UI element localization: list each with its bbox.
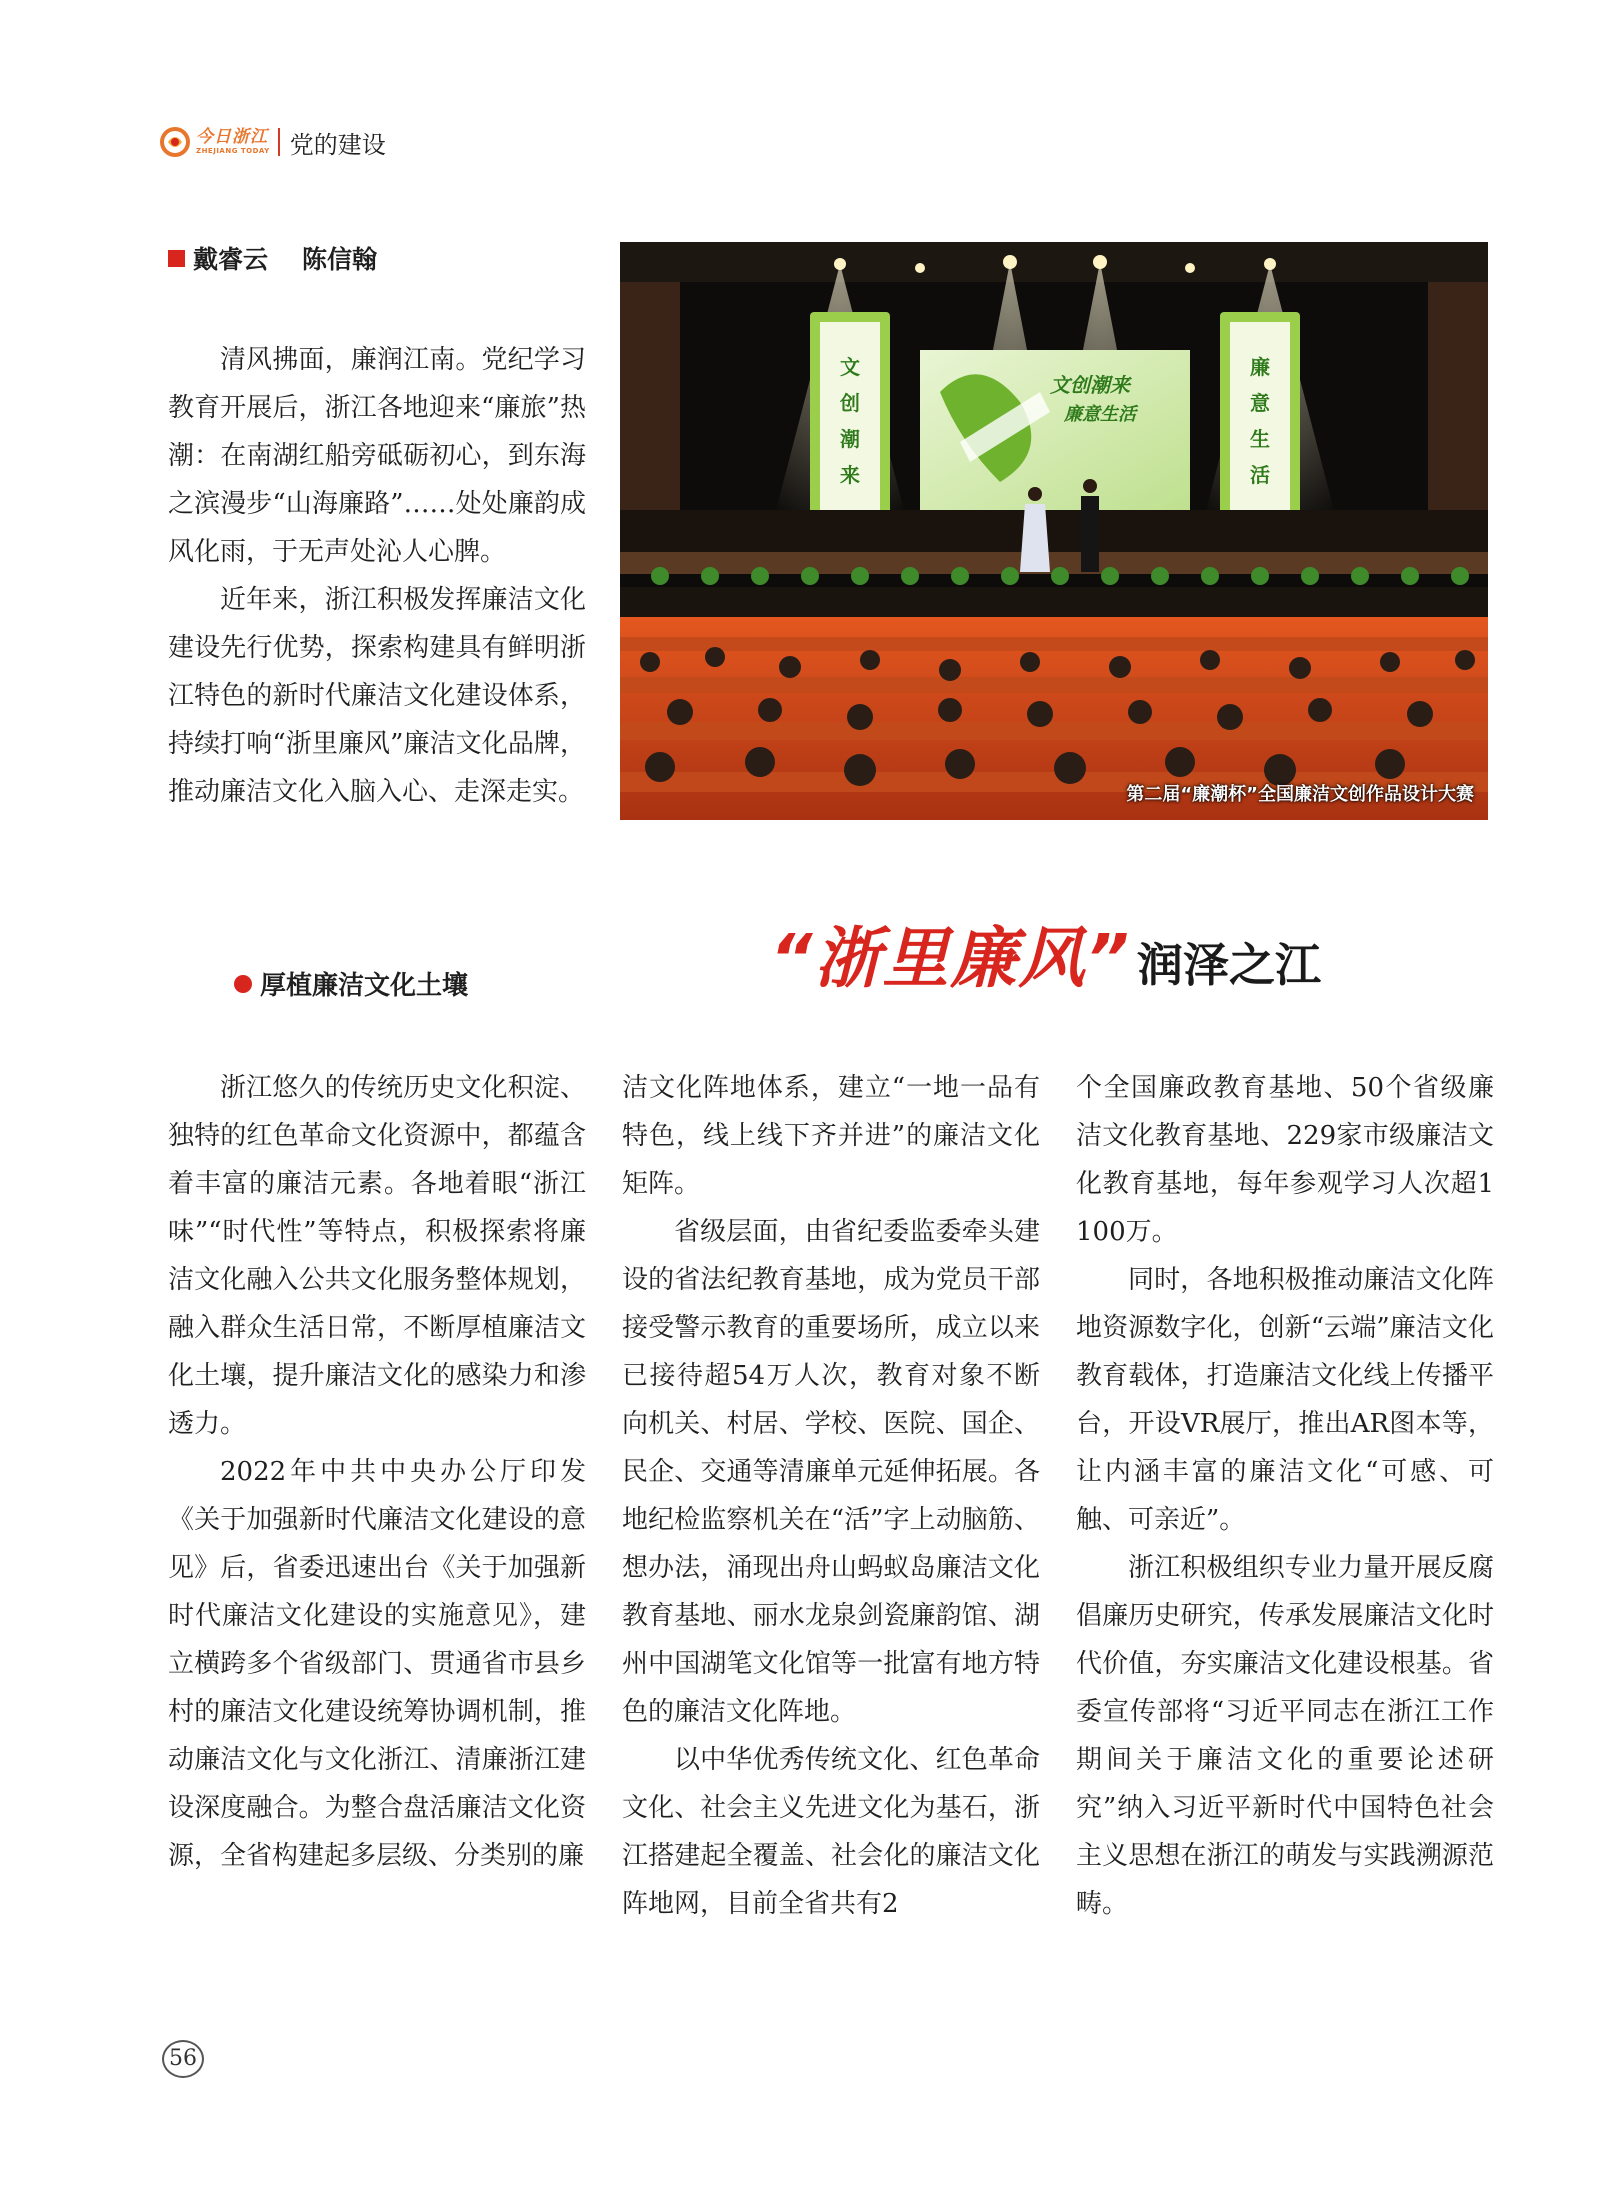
headline-rest: 润泽之江 — [1137, 938, 1322, 992]
paragraph-continued: 洁文化阵地体系，建立“一地一品有特色，线上线下齐并进”的廉洁文化矩阵。 — [622, 1073, 1040, 1199]
article-headline — [770, 905, 1321, 1000]
page-number — [162, 2040, 204, 2078]
paragraph: 以中华优秀传统文化、红色革命文化、社会主义先进文化为基石，浙江搭建起全覆盖、社会化的廉洁文化阵地网，目前全省共有2 — [622, 1745, 1040, 1919]
paragraph: 2022年中共中央办公厅印发《关于加强新时代廉洁文化建设的意见》后，省委迅速出台《关于加强新时代廉洁文化建设的实施意见》，建立横跨多个省级部门、贯通省市县乡村的廉洁文化建设统筹协调机制，推动廉洁文化与文化浙江、清廉浙江建设深度融合。为整合盘活廉洁文化资源，全省构建起多层级、分类别的廉 — [168, 1457, 586, 1871]
body-column-2 — [622, 1064, 1040, 1928]
screen-left-char: 潮 — [840, 427, 860, 451]
section-title: 党的建设 — [289, 130, 386, 159]
magazine-logo — [160, 127, 270, 157]
paragraph: 近年来，浙江积极发挥廉洁文化建设先行优势，探索构建具有鲜明浙江特色的新时代廉洁文化建设体系，持续打响“浙里廉风”廉洁文化品牌，推动廉洁文化入脑入心、走深走实。 — [168, 585, 586, 807]
event-photo — [620, 242, 1488, 820]
screen-left-char: 文 — [840, 355, 860, 379]
logo-chinese-text: 今日浙江 — [196, 127, 268, 147]
paragraph: 省级层面，由省纪委监委牵头建设的省法纪教育基地，成为党员干部接受警示教育的重要场所，成立以来已接待超54万人次，教育对象不断向机关、村居、学校、医院、国企、民企、交通等清廉单元延伸拓展。各地纪检监察机关在“活”字上动脑筋、想办法，涌现出舟山蚂蚁岛廉洁文化教育基地、丽水龙泉剑瓷廉韵馆、湖州中国湖笔文化馆等一批富有地方特色的廉洁文化阵地。 — [622, 1217, 1040, 1727]
screen-right-char: 活 — [1250, 463, 1270, 487]
section-subheading — [234, 965, 468, 1002]
body-column-1 — [168, 1064, 586, 1880]
screen-left-char: 来 — [840, 463, 860, 487]
header-divider — [278, 128, 280, 156]
subheading-text: 厚植廉洁文化土壤 — [260, 971, 469, 1001]
photo-caption: 第二届“廉潮杯”全国廉洁文创作品设计大赛 — [1126, 784, 1474, 805]
red-bullet-icon — [234, 975, 252, 993]
screen-right-char: 廉 — [1250, 355, 1270, 379]
author-name: 戴睿云 — [193, 245, 269, 274]
screen-center-title: 文创潮来 — [1050, 373, 1130, 397]
paragraph: 浙江悠久的传统历史文化积淀、独特的红色革命文化资源中，都蕴含着丰富的廉洁元素。各地着眼“浙江味”“时代性”等特点，积极探索将廉洁文化融入公共文化服务整体规划，融入群众生活日常，不断厚植廉洁文化土壤，提升廉洁文化的感染力和渗透力。 — [168, 1073, 586, 1439]
page-header — [160, 122, 386, 162]
paragraph: 浙江积极组织专业力量开展反腐倡廉历史研究，传承发展廉洁文化时代价值，夯实廉洁文化建设根基。省委宣传部将“习近平同志在浙江工作期间关于廉洁文化的重要论述研究”纳入习近平新时代中国特色社会主义思想在浙江的萌发与实践溯源范畴。 — [1076, 1553, 1494, 1919]
logo-swirl-icon — [160, 127, 190, 157]
logo-english-text: ZHEJIANG TODAY — [196, 147, 270, 155]
paragraph-continued: 个全国廉政教育基地、50个省级廉洁文化教育基地、229家市级廉洁文化教育基地，每年参观学习人次超1100万。 — [1076, 1073, 1494, 1247]
author-line — [168, 240, 411, 276]
paragraph: 清风拂面，廉润江南。党纪学习教育开展后，浙江各地迎来“廉旅”热潮：在南湖红船旁砥砺初心，到东海之滨漫步“山海廉路”……处处廉韵成风化雨，于无声处沁人心脾。 — [168, 345, 586, 567]
author-name: 陈信翰 — [302, 245, 378, 274]
screen-left-char: 创 — [840, 391, 860, 415]
screen-right-char: 意 — [1250, 391, 1270, 415]
red-square-icon — [168, 250, 185, 267]
screen-center-subtitle: 廉意生活 — [1064, 404, 1136, 425]
page-number-value: 56 — [162, 2040, 204, 2078]
intro-text — [168, 336, 586, 816]
headline-highlight: “浙里廉风” — [770, 920, 1132, 997]
paragraph: 同时，各地积极推动廉洁文化阵地资源数字化，创新“云端”廉洁文化教育载体，打造廉洁文化线上传播平台，开设VR展厅，推出AR图本等，让内涵丰富的廉洁文化“可感、可触、可亲近”。 — [1076, 1265, 1494, 1535]
body-column-3 — [1076, 1064, 1494, 1928]
screen-right-char: 生 — [1250, 427, 1270, 451]
stage-illustration — [620, 242, 1488, 820]
